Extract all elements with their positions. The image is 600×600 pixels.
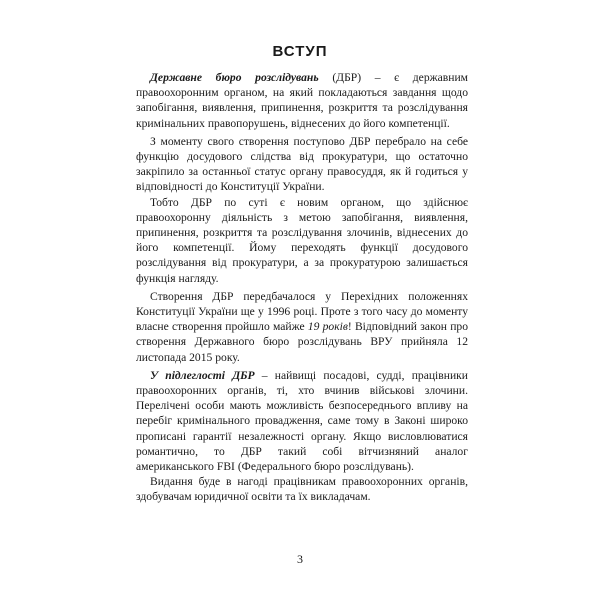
page-body	[136, 70, 468, 505]
paragraph-text: (ДБР) – є державним правоохоронним органом, на який покладаються завдання щодо запобігання, виявлення, припинення, розкриття та розслідування кримінальних правопорушень, віднесених до його компетенції.	[136, 71, 468, 130]
paragraph-text: Видання буде в нагоді працівникам правоохоронних органів, здобувачам юридичної освіти та їх викладачам.	[136, 475, 468, 504]
paragraph-text: Створення ДБР передбачалося у Перехідних положеннях Конституції України ще у 1996 році. Проте з того часу до моменту власне створення пройшло майже	[136, 289, 468, 334]
paragraph-text: – найвищі посадові, судді, працівники правоохоронних органів, ті, хто вчинив військові злочини. Перелічені особи мають можливість безпосереднього впливу на перебіг кримінального провадження, саме тому в Законі широко прописані гарантії незалежності органу. Якщо висловлюватися романтично, то ДБР такий собі вітчизняний аналог американського FBI (Федерального бюро розслідувань).	[136, 368, 468, 474]
paragraph-text: Тобто ДБР по суті є новим органом, що здійснює правоохоронну діяльність з метою запобігання, виявлення, припинення, розкриття та розслідування злочинів, віднесених до його компетенції. Йому переходять функції досудового розслідування від прокуратури, а за прокуратурою залишається функція нагляду.	[136, 195, 468, 285]
page-title: ВСТУП	[272, 43, 328, 60]
emphasis-years: 19 років	[307, 320, 348, 334]
term-dbr: Державне бюро розслідувань	[150, 71, 319, 84]
paragraph-jurisdiction	[136, 368, 468, 474]
paragraph-functions	[136, 195, 468, 286]
paragraph-text: ! Відповідний закон про створення Державного бюро розслідувань ВРУ прийняла 12 листопада 2015 року.	[136, 320, 468, 364]
paragraph-creation	[136, 134, 468, 195]
paragraph-intro	[136, 70, 468, 131]
term-subordination: У підлеглості ДБР	[150, 368, 255, 382]
paragraph-audience	[136, 474, 468, 504]
paragraph-history	[136, 289, 468, 365]
paragraph-text: З моменту свого створення поступово ДБР перебрало на себе функцію досудового слідства від прокуратури, що остаточно закріпило за останньої статус органу правосуддя, як й годиться у відповідності до Конституції України.	[136, 134, 468, 194]
page-number: 3	[297, 552, 303, 566]
